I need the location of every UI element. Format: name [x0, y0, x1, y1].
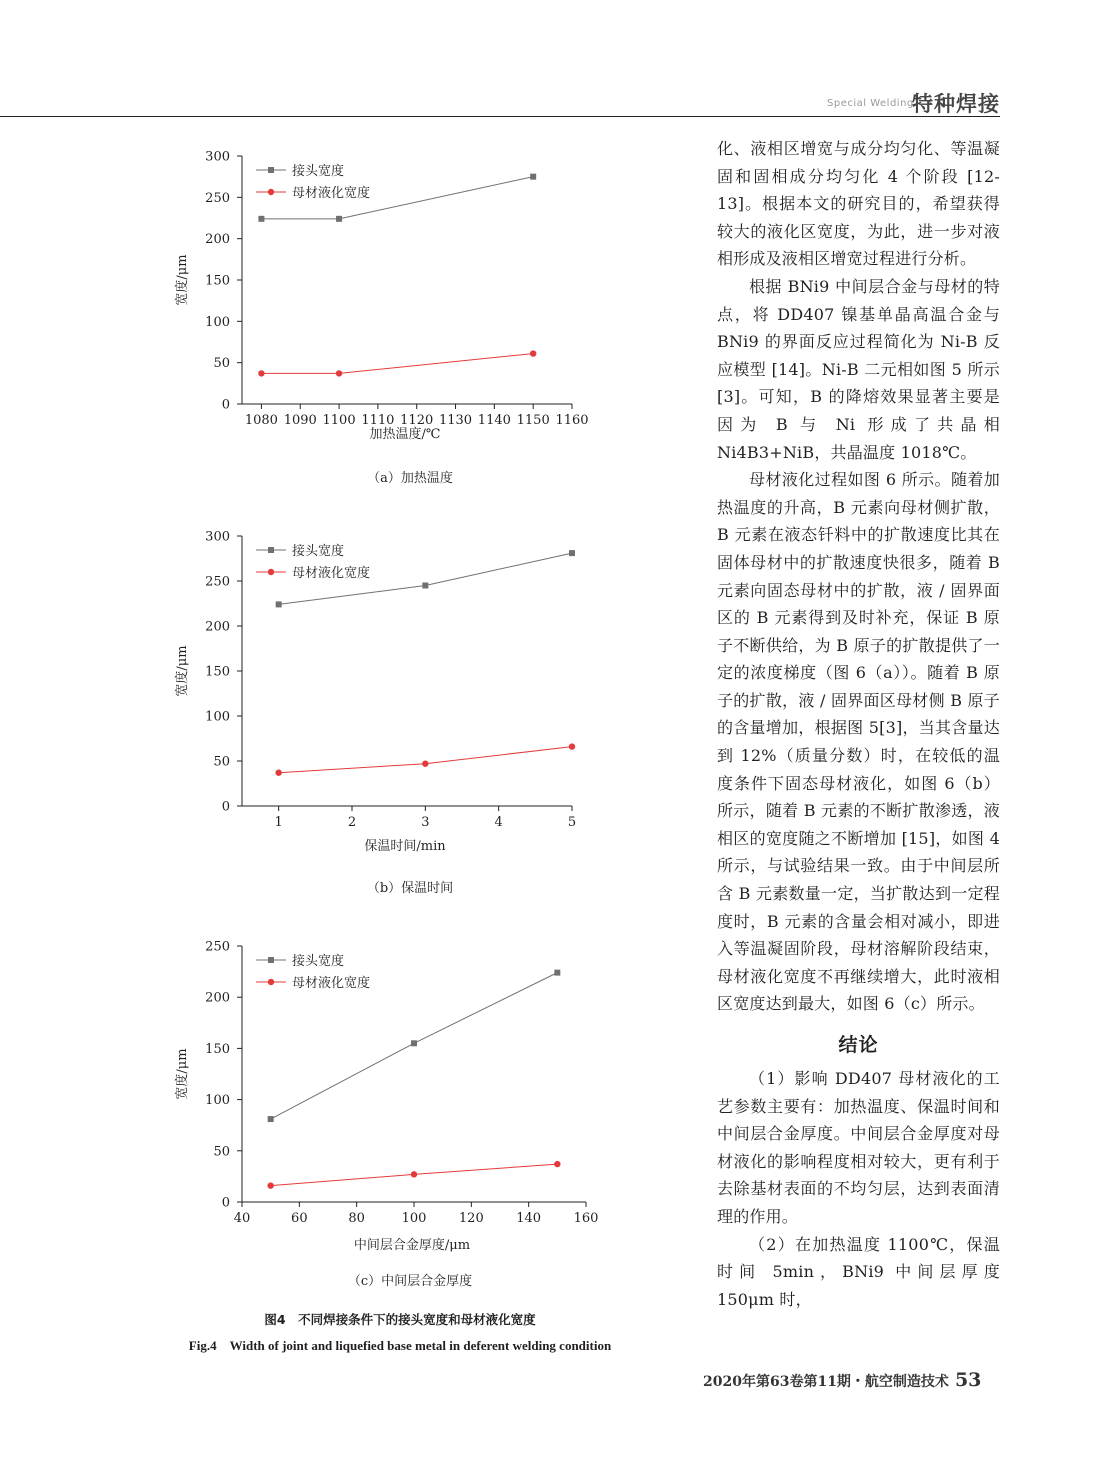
- x-tick-label: 3: [421, 815, 430, 830]
- series-line-1: [279, 747, 572, 773]
- y-tick-label: 300: [205, 149, 230, 165]
- x-tick-label: 100: [401, 1211, 427, 1226]
- conclusion-1: （1）影响 DD407 母材液化的工艺参数主要有：加热温度、保温时间和中间层合金厚度。中间层合金厚度对母材液化的影响程度相对较大，更有利于去除基材表面的不均匀层，达到表面清理的作用。: [717, 1069, 1000, 1226]
- data-point: [569, 743, 575, 749]
- page-number: 53: [954, 1369, 982, 1391]
- y-tick-label: 100: [205, 709, 230, 725]
- x-tick-label: 5: [567, 815, 577, 830]
- x-tick-label: 140: [516, 1211, 542, 1226]
- x-tick-label: 1130: [438, 413, 473, 428]
- legend-label: 母材液化宽度: [292, 976, 371, 991]
- y-tick-label: 250: [205, 939, 230, 955]
- paragraph-1: 化、液相区增宽与成分均匀化、等温凝固和固相成分均匀化 4 个阶段 [12-13]。根据本文的研究目的，希望获得较大的液化区宽度，为此，进一步对液相形成及液相区增宽过程进行分析。: [717, 139, 1000, 269]
- data-point: [268, 1116, 274, 1122]
- x-tick-label: 1120: [400, 413, 434, 428]
- x-tick-label: 1080: [244, 413, 278, 428]
- y-axis-label: 宽度/μm: [175, 1048, 190, 1100]
- legend-marker: [268, 979, 274, 985]
- y-tick-label: 200: [205, 232, 230, 248]
- y-axis-label: 宽度/μm: [175, 254, 190, 306]
- paragraph-3: 母材液化过程如图 6 所示。随着加热温度的升高，B 元素向母材侧扩散，B 元素在液态钎料中的扩散速度比其在固体母材中的扩散速度快很多，随着 B 元素向固态母材中的扩散，液 / 固界面区的 B 元素得到及时补充，保证 B 原子不断供给，为 B 原子的扩散提供了一定的浓度梯度（图 6（a））。随着 B 原子的扩散，液 / 固界面区母材侧 B 原子的含量增加，根据图 5[3]，当其含量达到 12%（质量分数）时，在较低的温度条件下固态母材液化，如图 6（b）所示，随着 B 元素的不断扩散渗透，液相区的宽度随之不断增加 [15]，如图 4 所示，与试验结果一致。由于中间层所含 B 元素数量一定，当扩散达到一定程度时，B 元素的含量会相对减小，即进入等温凝固阶段，母材溶解阶段结束，母材液化宽度不再继续增大，此时液相区宽度达到最大，如图 6（c）所示。: [717, 470, 1000, 1014]
- x-tick-label: 1100: [322, 413, 356, 428]
- legend-label: 接头宽度: [292, 544, 345, 559]
- legend-label: 接头宽度: [292, 954, 345, 969]
- legend-marker: [268, 547, 274, 553]
- x-tick-label: 1150: [516, 413, 550, 428]
- y-tick-label: 250: [205, 574, 230, 590]
- data-point: [411, 1040, 417, 1046]
- journal-name-en: Special Welding: [827, 98, 914, 109]
- y-tick-label: 200: [205, 619, 230, 635]
- series-line-1: [261, 354, 533, 374]
- legend-marker: [268, 569, 274, 575]
- data-point: [336, 216, 342, 222]
- journal-name-cn: 特种焊接: [912, 92, 1000, 116]
- y-axis-label: 宽度/μm: [175, 645, 190, 697]
- data-point: [275, 770, 281, 776]
- chart-heating-temperature: [0, 140, 660, 460]
- section-heading-conclusion: 结论: [838, 1034, 879, 1056]
- x-tick-label: 1: [274, 815, 283, 830]
- y-tick-label: 0: [221, 1195, 230, 1211]
- data-point: [569, 550, 575, 556]
- x-axis-label: 加热温度/℃: [369, 427, 441, 442]
- x-tick-label: 160: [573, 1211, 599, 1226]
- x-tick-label: 1160: [555, 413, 589, 428]
- x-tick-label: 80: [348, 1211, 365, 1226]
- data-point: [276, 601, 282, 607]
- data-point: [336, 370, 342, 376]
- x-tick-label: 1090: [283, 413, 317, 428]
- page-footer: [703, 1369, 981, 1391]
- x-tick-label: 40: [233, 1211, 251, 1226]
- y-tick-label: 0: [221, 799, 230, 815]
- data-point: [530, 174, 536, 180]
- x-tick-label: 1110: [361, 413, 395, 428]
- chart-holding-time: [0, 520, 660, 860]
- x-tick-label: 1140: [477, 413, 511, 428]
- data-point: [258, 216, 264, 222]
- y-tick-label: 200: [205, 990, 230, 1006]
- y-tick-label: 100: [205, 1093, 230, 1109]
- legend-marker: [268, 167, 274, 173]
- figure-caption-cn: 图4 不同焊接条件下的接头宽度和母材液化宽度: [264, 1312, 536, 1327]
- y-tick-label: 50: [213, 1144, 230, 1160]
- subcaption-b: （b）保温时间: [366, 881, 454, 896]
- data-point: [258, 370, 264, 376]
- footer-issue: 2020年第63卷第11期・航空制造技术: [703, 1374, 949, 1390]
- data-point: [411, 1171, 417, 1177]
- data-point: [554, 970, 560, 976]
- data-point: [267, 1182, 273, 1188]
- y-tick-label: 150: [205, 273, 230, 289]
- x-tick-label: 60: [291, 1211, 308, 1226]
- y-tick-label: 100: [205, 314, 230, 330]
- y-tick-label: 300: [205, 529, 230, 545]
- y-tick-label: 0: [221, 397, 230, 413]
- subcaption-a: （a）加热温度: [367, 471, 453, 486]
- data-point: [422, 583, 428, 589]
- paragraph-2: 根据 BNi9 中间层合金与母材的特点，将 DD407 镍基单晶高温合金与 BNi9 的界面反应过程简化为 Ni-B 反应模型 [14]。Ni-B 二元相如图 5 所示 [3]。可知，B 的降熔效果显著主要是因为 B 与 Ni 形成了共晶相 Ni4B3+NiB，共晶温度 1018℃。: [717, 276, 1000, 462]
- subcaption-c: （c）中间层合金厚度: [347, 1274, 473, 1289]
- x-axis-label: 保温时间/min: [364, 839, 446, 854]
- header-rule: [0, 116, 1000, 117]
- data-point: [554, 1161, 560, 1167]
- legend-label: 接头宽度: [292, 164, 345, 179]
- legend-marker: [268, 957, 274, 963]
- conclusion-2: （2）在加热温度 1100℃，保温时间 5min，BNi9 中间层厚度 150μm 时，: [717, 1234, 1000, 1309]
- legend-marker: [268, 189, 274, 195]
- data-point: [530, 350, 536, 356]
- chart-interlayer-thickness: [0, 930, 660, 1260]
- x-tick-label: 120: [458, 1211, 484, 1226]
- y-tick-label: 250: [205, 190, 230, 206]
- y-tick-label: 150: [205, 1041, 230, 1057]
- y-tick-label: 150: [205, 664, 230, 680]
- x-axis-label: 中间层合金厚度/μm: [353, 1238, 471, 1253]
- x-tick-label: 2: [347, 815, 357, 830]
- y-tick-label: 50: [213, 754, 230, 770]
- figure-caption-en: Fig.4 Width of joint and liquefied base metal in deferent welding condition: [188, 1338, 612, 1353]
- y-tick-label: 50: [213, 356, 230, 372]
- x-tick-label: 4: [494, 815, 503, 830]
- legend-label: 母材液化宽度: [292, 186, 371, 201]
- right-column: [717, 135, 1000, 1313]
- data-point: [422, 761, 428, 767]
- legend-label: 母材液化宽度: [292, 566, 371, 581]
